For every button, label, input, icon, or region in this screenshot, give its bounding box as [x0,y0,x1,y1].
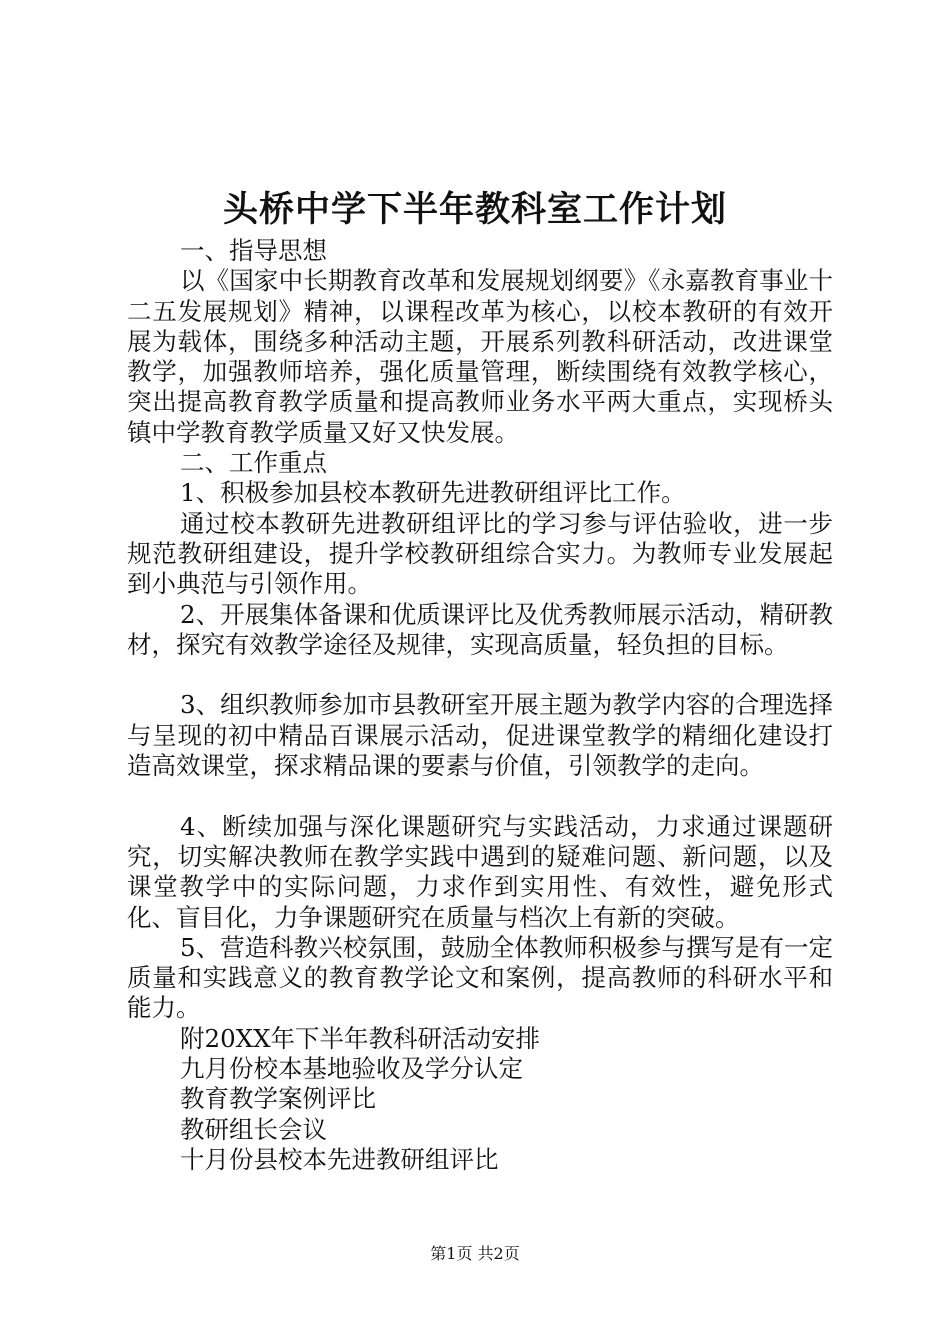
section-heading-work-focus: 二、工作重点 [180,448,327,478]
appendix-line: 十月份县校本先进教研组评比 [180,1144,499,1174]
work-item-5: 5、营造科教兴校氛围，鼓励全体教师积极参与撰写是有一定质量和实践意义的教育教学论文和案例，提高教师的科研水平和能力。 [127,932,833,1023]
document-title: 头桥中学下半年教科室工作计划 [222,189,727,230]
work-item-3: 3、组织教师参加市县教研室开展主题为教学内容的合理选择与呈现的初中精品百课展示活动，促进课堂教学的精细化建设打造高效课堂，探求精品课的要素与价值，引领教学的走向。 [127,690,833,781]
work-item-2: 2、开展集体备课和优质课评比及优秀教师展示活动，精研教材，探究有效教学途径及规律，实现高质量，轻负担的目标。 [127,599,833,659]
appendix-heading: 附20XX年下半年教科研活动安排 [180,1023,541,1053]
page-number-footer: 第1页 共2页 [430,1244,520,1263]
work-item-1-title: 1、积极参加县校本教研先进教研组评比工作。 [180,478,686,508]
blank-line [127,781,833,811]
section-heading-guiding-ideology: 一、指导思想 [180,236,327,265]
work-item-1-body: 通过校本教研先进教研组评比的学习参与评估验收，进一步规范教研组建设，提升学校教研组综合实力。为教师专业发展起到小典范与引领作用。 [127,508,833,599]
appendix-line: 教研组长会议 [180,1114,327,1144]
work-item-4: 4、断续加强与深化课题研究与实践活动，力求通过课题研究，切实解决教师在教学实践中遇到的疑难问题、新问题，以及课堂教学中的实际问题，力求作到实用性、有效性，避免形式化、盲目化，力争课题研究在质量与档次上有新的突破。 [127,811,833,932]
document-body [127,236,833,1175]
appendix-line: 教育教学案例评比 [180,1084,376,1114]
blank-line [127,660,833,690]
paragraph-guiding-ideology: 以《国家中长期教育改革和发展规划纲要》《永嘉教育事业十二五发展规划》精神，以课程改革为核心，以校本教研的有效开展为载体，围绕多种活动主题，开展系列教科研活动，改进课堂教学，加强教师培养，强化质量管理，断续围绕有效教学核心，突出提高教育教学质量和提高教师业务水平两大重点，实现桥头镇中学教育教学质量又好又快发展。 [127,266,833,447]
appendix-line: 九月份校本基地验收及学分认定 [180,1054,523,1084]
